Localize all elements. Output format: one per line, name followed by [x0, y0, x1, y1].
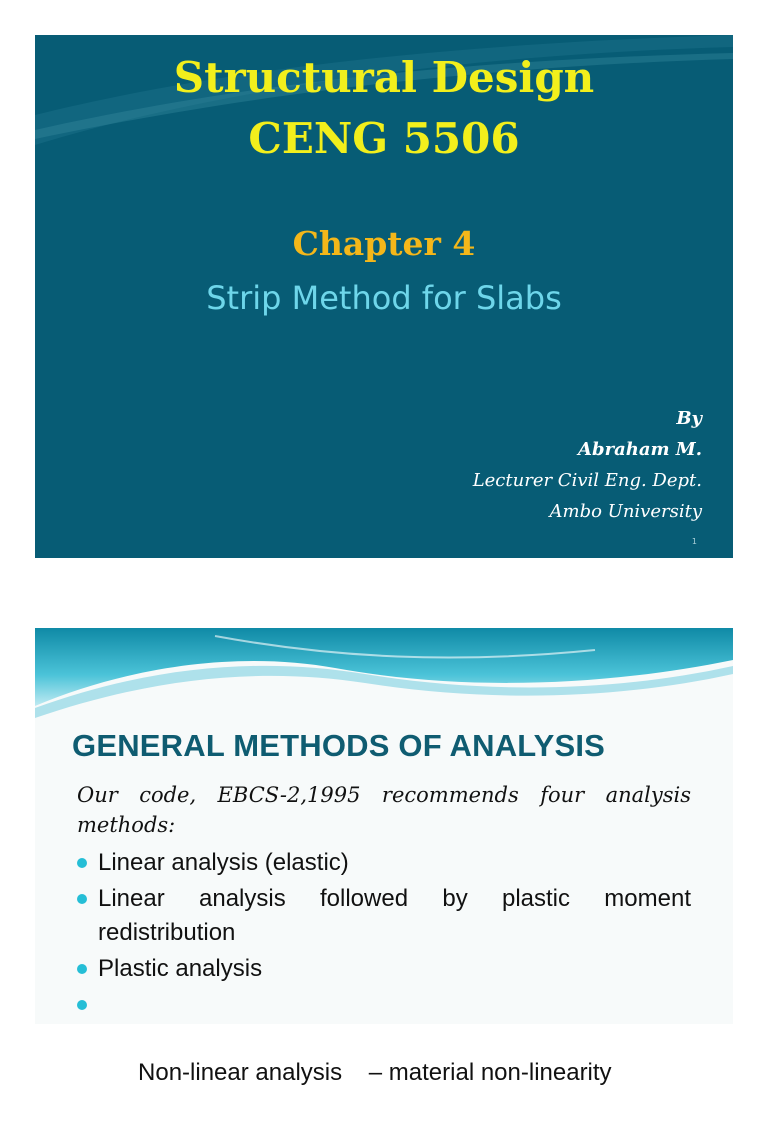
list-item-text: Plastic analysis — [98, 955, 263, 982]
title-slide — [35, 35, 733, 558]
author-name: Abraham M. — [578, 439, 702, 460]
list-item-text: Linear analysis followed by plastic moment redistribution — [98, 885, 691, 946]
bullet-icon — [77, 858, 87, 868]
list-item-text: Non-linear analysis – material non-linearity — [138, 1059, 612, 1086]
by-label: By — [676, 408, 702, 429]
author-university: Ambo University — [549, 501, 702, 522]
header-wave — [35, 628, 733, 718]
course-title: Structural Design — [173, 53, 595, 102]
chapter-label: Chapter 4 — [292, 224, 476, 263]
intro-paragraph: Our code, EBCS-2,1995 recommends four analysis methods: — [77, 783, 691, 837]
list-item — [77, 952, 691, 986]
list-item — [77, 988, 691, 1124]
list-item-text: Linear analysis (elastic) — [98, 849, 349, 876]
bullet-icon — [77, 964, 87, 974]
page-number: 1 — [691, 537, 697, 546]
chapter-title: Strip Method for Slabs — [206, 279, 562, 317]
author-block — [473, 403, 702, 527]
list-item — [77, 882, 691, 950]
course-code: CENG 5506 — [248, 114, 520, 163]
author-position: Lecturer Civil Eng. Dept. — [472, 470, 702, 491]
slide-heading: GENERAL METHODS OF ANALYSIS — [72, 728, 606, 763]
content-slide — [35, 628, 733, 1086]
bullet-icon — [77, 894, 87, 904]
bullet-icon — [77, 1000, 87, 1010]
list-item — [77, 846, 691, 880]
methods-list — [77, 846, 691, 1126]
